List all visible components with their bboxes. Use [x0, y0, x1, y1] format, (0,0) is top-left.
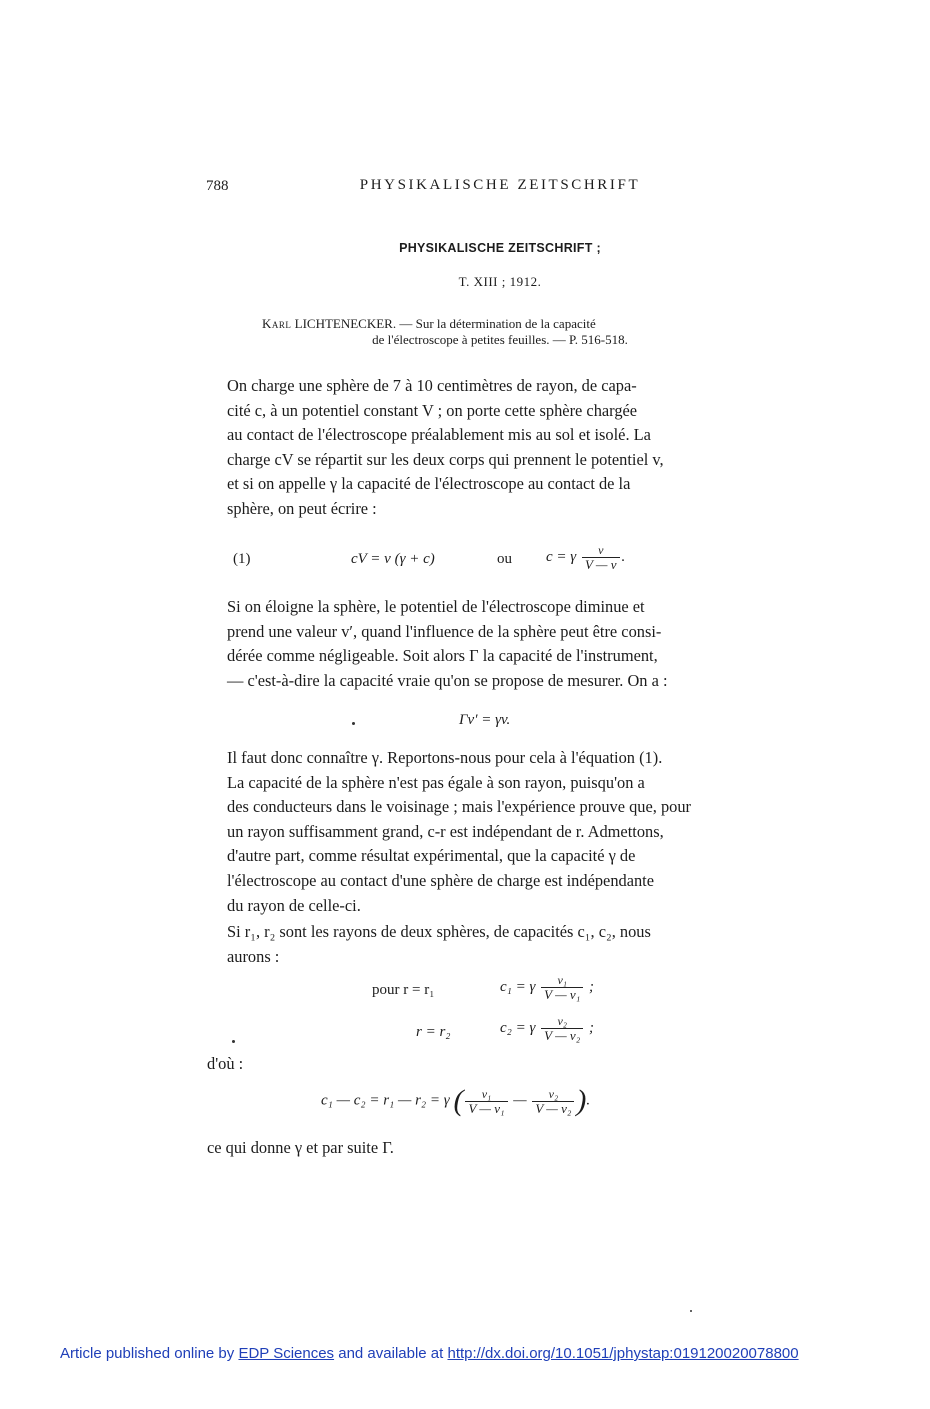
text-line: d'autre part, comme résultat expérimental, que la capacité γ de: [227, 846, 636, 866]
fraction-denominator: V — v₂: [535, 1100, 572, 1116]
article-title-part-2: de l'électroscope à petites feuilles. — P. 516-518.: [372, 332, 628, 347]
text-line: Il faut donc connaître γ. Reportons-nous pour cela à l'équation (1).: [227, 748, 663, 767]
footer-text-2: and available at: [334, 1345, 448, 1362]
footer-text-1: Article published online by: [60, 1345, 239, 1362]
text-line: charge cV se répartit sur les deux corps qui prennent le potentiel v,: [227, 449, 664, 469]
equation-1-left: cV = v (γ + c): [351, 551, 435, 567]
equation-5: [321, 1084, 590, 1118]
text-line: au contact de l'électroscope préalablement mis au sol et isolé. La: [227, 425, 651, 445]
text-line: prend une valeur v′, quand l'influence de la sphère peut être consi-: [227, 621, 662, 641]
fraction-numerator: v₁: [541, 973, 583, 988]
paragraph-1: [207, 374, 794, 522]
paragraph-3: [207, 746, 794, 918]
equation-3: [500, 973, 594, 1002]
reference-line-1: [262, 316, 738, 332]
text-line: sphère, on peut écrire :: [227, 498, 377, 518]
stray-dot: [352, 722, 355, 725]
equation-4-lhs: c₂ = γ: [500, 1019, 536, 1036]
fraction-denominator: V — v: [584, 557, 617, 572]
equation-4-end: ;: [585, 1019, 594, 1036]
publication-footer: [60, 1345, 799, 1362]
text-line: aurons :: [227, 946, 280, 966]
fraction: [532, 1087, 574, 1116]
text-line: La capacité de la sphère n'est pas égale à son rayon, puisqu'on a: [227, 772, 645, 792]
text-line: dérée comme négligeable. Soit alors Γ la capacité de l'instrument,: [227, 646, 658, 666]
fraction: [582, 543, 620, 572]
text-line: Si on éloigne la sphère, le potentiel de l'électroscope diminue et: [227, 597, 645, 616]
running-head: PHYSIKALISCHE ZEITSCHRIFT: [359, 177, 641, 193]
article-title-part-1: — Sur la détermination de la capacité: [396, 316, 596, 331]
text-line: du rayon de celle-ci.: [227, 895, 361, 915]
equation-1-right-lhs: c = γ: [546, 548, 577, 565]
fraction-denominator: V — v₁: [468, 1100, 505, 1116]
stray-dot: [690, 1310, 692, 1312]
fraction-numerator: v₂: [541, 1014, 583, 1029]
text-line: un rayon suffisamment grand, c-r est indépendant de r. Admettons,: [227, 821, 664, 841]
equation-1-right: [546, 543, 625, 572]
equation-3-prefix: pour r = r₁: [372, 982, 435, 998]
text-line: et si on appelle γ la capacité de l'électroscope au contact de la: [227, 474, 631, 494]
text-line: cité c, à un potentiel constant V ; on porte cette sphère chargée: [227, 400, 638, 420]
equation-4-prefix: r = r₂: [416, 1024, 451, 1040]
equation-4: [500, 1014, 594, 1043]
text-line: On charge une sphère de 7 à 10 centimètres de rayon, de capa-: [227, 376, 637, 395]
dou-line: d'où :: [207, 1054, 244, 1073]
equation-5-end: .: [586, 1092, 591, 1109]
equation-1-or: ou: [497, 551, 512, 567]
text-line: des conducteurs dans le voisinage ; mais l'expérience prouve que, pour: [227, 797, 692, 817]
paragraph-4: [207, 920, 794, 969]
equation-5-minus: —: [513, 1092, 527, 1109]
conclusion-line: ce qui donne γ et par suite Γ.: [207, 1138, 394, 1157]
equation-2: Γv′ = γv.: [459, 712, 511, 728]
publisher-link[interactable]: EDP Sciences: [238, 1345, 335, 1362]
fraction-denominator: V — v₁: [544, 987, 581, 1002]
fraction: [465, 1087, 507, 1116]
text-line: Si r₁, r₂ sont les rayons de deux sphères, de capacités c₁, c₂, nous: [227, 922, 651, 941]
author-first-name: Karl: [262, 316, 292, 331]
journal-volume: T. XIII ; 1912.: [458, 274, 542, 289]
fraction-denominator: V — v₂: [544, 1028, 581, 1043]
right-parenthesis: ): [576, 1084, 587, 1117]
left-parenthesis: (: [453, 1084, 464, 1117]
text-line: l'électroscope au contact d'une sphère de charge est indépendante: [227, 870, 655, 890]
fraction: [541, 1014, 583, 1043]
article-reference: [262, 316, 738, 348]
text-line: — c'est-à-dire la capacité vraie qu'on se propose de mesurer. On a :: [227, 670, 668, 690]
fraction-numerator: v₂: [532, 1087, 574, 1102]
equation-1-label: (1): [233, 551, 251, 567]
fraction-numerator: v: [582, 543, 620, 558]
fraction: [541, 973, 583, 1002]
paragraph-2: [207, 595, 794, 693]
stray-dot: [232, 1040, 235, 1043]
journal-title: PHYSIKALISCHE ZEITSCHRIFT ;: [399, 241, 601, 255]
fraction-numerator: v₁: [465, 1087, 507, 1102]
author-last-name: LICHTENECKER.: [294, 316, 397, 331]
equation-1-end: .: [621, 548, 626, 565]
equation-5-lhs: c₁ — c₂ = r₁ — r₂ = γ: [321, 1092, 450, 1109]
page-number: 788: [206, 178, 229, 194]
doi-link[interactable]: http://dx.doi.org/10.1051/jphystap:019120020078800: [447, 1345, 799, 1362]
equation-3-end: ;: [585, 978, 594, 995]
equation-3-lhs: c₁ = γ: [500, 978, 536, 995]
